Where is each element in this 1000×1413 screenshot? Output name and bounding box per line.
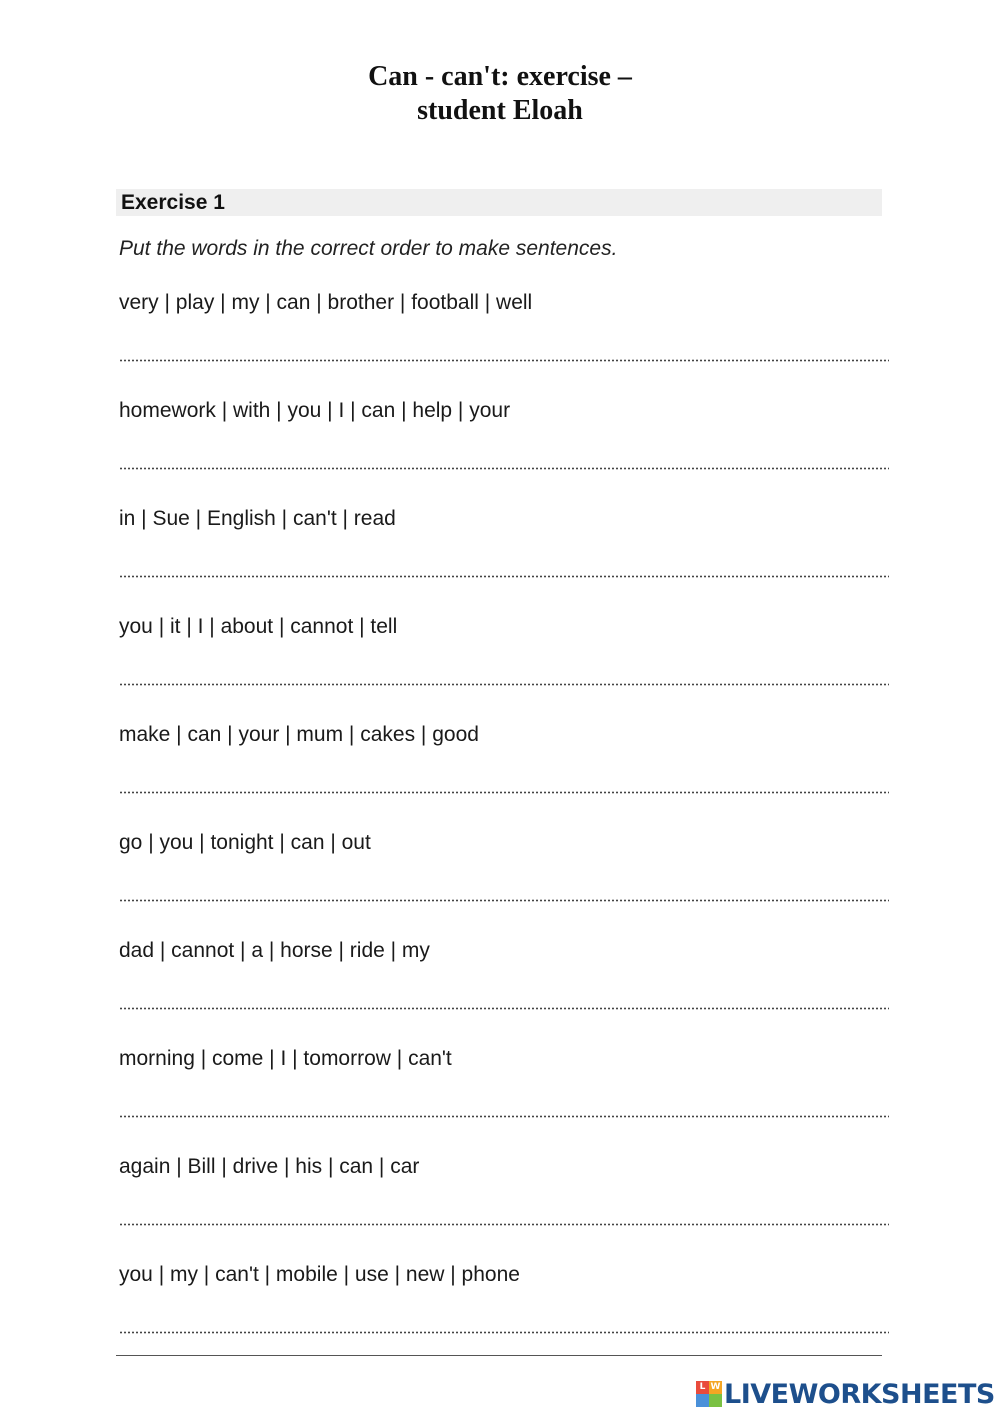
exercise-item <box>119 1045 889 1153</box>
exercise-item <box>119 505 889 613</box>
word-prompt: very | play | my | can | brother | football | well <box>119 291 533 314</box>
exercise-header <box>116 189 882 216</box>
logo-tile: W <box>710 1382 721 1392</box>
answer-line[interactable] <box>119 683 889 686</box>
word-prompt: you | my | can't | mobile | use | new | phone <box>119 1263 520 1286</box>
word-prompt: dad | cannot | a | horse | ride | my <box>119 939 430 962</box>
answer-line[interactable] <box>119 359 889 362</box>
answer-line[interactable] <box>119 467 889 470</box>
liveworksheets-wordmark: LIVEWORKSHEETS <box>724 1378 995 1410</box>
answer-line[interactable] <box>119 575 889 578</box>
answer-line[interactable] <box>119 1115 889 1118</box>
title-line-2: student Eloah <box>417 95 583 126</box>
exercise-item <box>119 937 889 1045</box>
word-prompt: homework | with | you | I | can | help | your <box>119 399 511 422</box>
word-prompt: you | it | I | about | cannot | tell <box>119 615 398 638</box>
footer-divider <box>116 1355 882 1356</box>
title-line-1: Can - can't: exercise – <box>368 61 632 92</box>
exercise-item <box>119 829 889 937</box>
liveworksheets-logo[interactable] <box>696 1378 995 1410</box>
logo-tile <box>709 1394 722 1407</box>
answer-line[interactable] <box>119 1007 889 1010</box>
worksheet-title <box>0 60 1000 128</box>
exercise-item <box>119 1153 889 1261</box>
word-prompt: morning | come | I | tomorrow | can't <box>119 1047 452 1070</box>
exercise-item <box>119 721 889 829</box>
exercise-items <box>119 289 889 1369</box>
logo-tile <box>696 1394 709 1407</box>
word-prompt: make | can | your | mum | cakes | good <box>119 723 479 746</box>
exercise-item <box>119 613 889 721</box>
exercise-item <box>119 397 889 505</box>
logo-tile: L <box>696 1381 709 1394</box>
answer-line[interactable] <box>119 1223 889 1226</box>
exercise-instruction: Put the words in the correct order to make sentences. <box>119 237 618 260</box>
answer-line[interactable] <box>119 1331 889 1334</box>
word-prompt: go | you | tonight | can | out <box>119 831 371 854</box>
answer-line[interactable] <box>119 899 889 902</box>
word-prompt: again | Bill | drive | his | can | car <box>119 1155 420 1178</box>
exercise-item <box>119 1261 889 1369</box>
word-prompt: in | Sue | English | can't | read <box>119 507 396 530</box>
exercise-label: Exercise 1 <box>121 191 225 214</box>
exercise-item <box>119 289 889 397</box>
answer-line[interactable] <box>119 791 889 794</box>
liveworksheets-logo-icon <box>696 1381 722 1407</box>
